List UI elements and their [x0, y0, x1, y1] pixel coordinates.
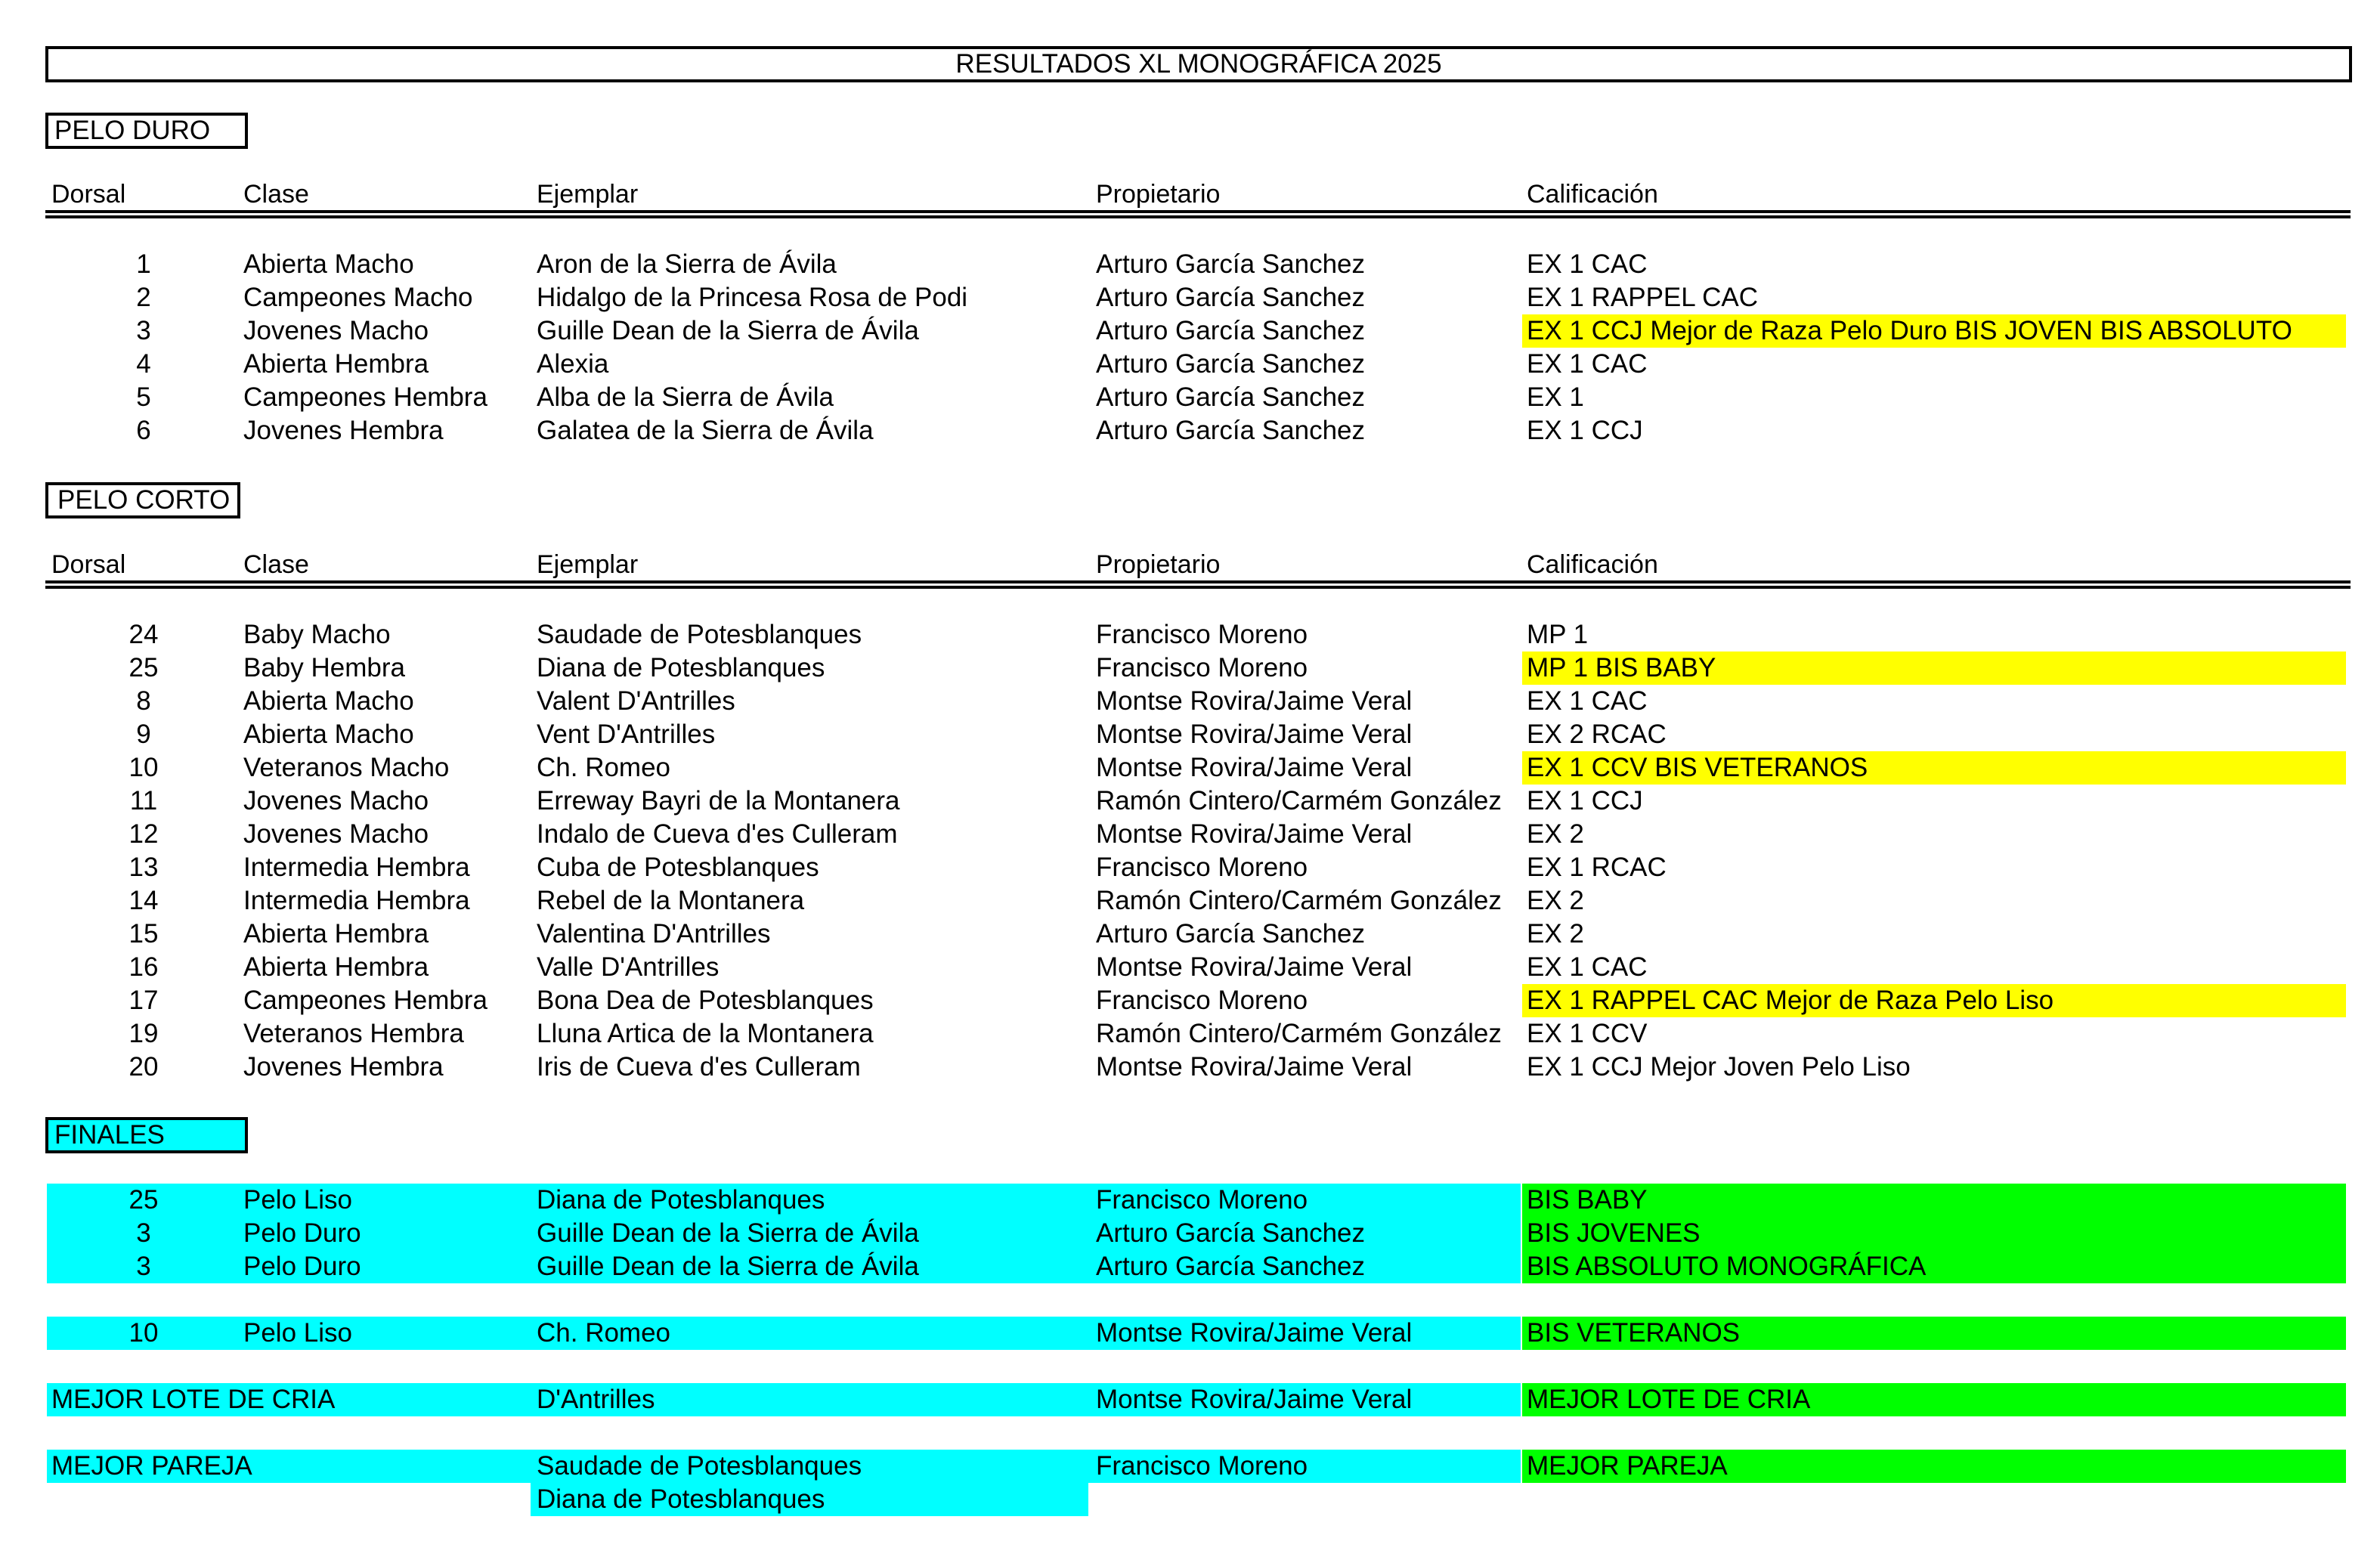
clase-cell: Jovenes Macho [243, 786, 429, 816]
dorsal-cell: 19 [128, 1019, 159, 1048]
calificacion-cell: EX 2 RCAC [1527, 720, 1667, 749]
calificacion-cell: EX 1 CAC [1527, 952, 1648, 982]
table-row [0, 818, 2380, 851]
table-row [0, 248, 2380, 281]
calificacion-cell: BIS ABSOLUTO MONOGRÁFICA [1527, 1252, 1927, 1281]
dorsal-cell: 13 [128, 853, 159, 882]
clase-cell: Baby Hembra [243, 653, 405, 682]
clase-cell: Abierta Macho [243, 686, 414, 716]
mejor-pareja-row-2 [0, 1483, 2380, 1516]
clase-cell: Abierta Hembra [243, 919, 429, 949]
ejemplar-cell: Diana de Potesblanques [537, 1185, 825, 1215]
calificacion-cell: BIS JOVENES [1527, 1218, 1701, 1248]
calificacion-cell: MP 1 [1527, 620, 1589, 649]
ejemplar-cell: Vent D'Antrilles [537, 720, 716, 749]
calificacion-cell: BIS BABY [1527, 1185, 1648, 1215]
table-row [0, 1217, 2380, 1250]
mejor-lote-row [0, 1383, 2380, 1416]
dorsal-cell: 11 [129, 786, 158, 816]
calificacion-cell: EX 1 CCJ Mejor de Raza Pelo Duro BIS JOVEN BIS ABSOLUTO [1527, 316, 2292, 345]
dorsal-cell: 6 [136, 416, 151, 445]
propietario-cell: Arturo García Sanchez [1096, 416, 1365, 445]
table-row [0, 414, 2380, 447]
dorsal-cell: 5 [136, 382, 151, 412]
table-row [0, 984, 2380, 1017]
ejemplar-cell: Galatea de la Sierra de Ávila [537, 416, 874, 445]
table-row [0, 1017, 2380, 1051]
dorsal-cell: 15 [128, 919, 159, 949]
dorsal-cell: 8 [136, 686, 151, 716]
propietario-cell: Arturo García Sanchez [1096, 1252, 1365, 1281]
propietario-cell: Arturo García Sanchez [1096, 919, 1365, 949]
dorsal-cell: 20 [128, 1052, 159, 1082]
clase-cell: Campeones Hembra [243, 986, 487, 1015]
propietario-cell: Arturo García Sanchez [1096, 249, 1365, 279]
table-row [0, 314, 2380, 348]
mejor-pareja-label: MEJOR PAREJA [51, 1451, 252, 1481]
mejor-pareja-ejemplar: Saudade de Potesblanques [537, 1451, 862, 1481]
calificacion-cell: EX 2 [1527, 819, 1584, 849]
propietario-cell: Arturo García Sanchez [1096, 316, 1365, 345]
col-header-ejemplar: Ejemplar [537, 180, 639, 209]
col-header-clase: Clase [243, 550, 309, 579]
ejemplar-cell: Saudade de Potesblanques [537, 620, 862, 649]
clase-cell: Veteranos Macho [243, 753, 450, 782]
section-label-pelo-duro: PELO DURO [45, 113, 248, 149]
dorsal-cell: 1 [136, 249, 151, 279]
calificacion-cell: EX 1 CCV BIS VETERANOS [1527, 753, 1868, 782]
calificacion-cell: EX 2 [1527, 886, 1584, 915]
ejemplar-cell: Cuba de Potesblanques [537, 853, 819, 882]
clase-cell: Pelo Liso [243, 1185, 352, 1215]
propietario-cell: Montse Rovira/Jaime Veral [1096, 1052, 1413, 1082]
ejemplar-cell: Hidalgo de la Princesa Rosa de Podi [537, 283, 968, 312]
table-row [0, 685, 2380, 718]
propietario-cell: Arturo García Sanchez [1096, 349, 1365, 379]
mejor-lote-propietario: Montse Rovira/Jaime Veral [1096, 1385, 1413, 1414]
col-header-propietario: Propietario [1096, 550, 1221, 579]
mejor-pareja-calificacion: MEJOR PAREJA [1527, 1451, 1728, 1481]
ejemplar-cell: Alexia [537, 349, 609, 379]
dorsal-cell: 25 [128, 653, 159, 682]
clase-cell: Jovenes Hembra [243, 1052, 444, 1082]
mejor-lote-label: MEJOR LOTE DE CRIA [51, 1385, 336, 1414]
propietario-cell: Montse Rovira/Jaime Veral [1096, 686, 1413, 716]
table-row [0, 652, 2380, 685]
ejemplar-cell: Erreway Bayri de la Montanera [537, 786, 900, 816]
propietario-cell: Arturo García Sanchez [1096, 1218, 1365, 1248]
propietario-cell: Francisco Moreno [1096, 986, 1308, 1015]
ejemplar-cell: Valentina D'Antrilles [537, 919, 771, 949]
clase-cell: Baby Macho [243, 620, 391, 649]
ejemplar-cell: Iris de Cueva d'es Culleram [537, 1052, 861, 1082]
col-header-calificacion: Calificación [1527, 550, 1658, 579]
calificacion-cell: EX 1 RAPPEL CAC Mejor de Raza Pelo Liso [1527, 986, 2054, 1015]
calificacion-cell: EX 1 CAC [1527, 249, 1648, 279]
propietario-cell: Francisco Moreno [1096, 620, 1308, 649]
propietario-cell: Francisco Moreno [1096, 653, 1308, 682]
calificacion-cell: EX 1 RCAC [1527, 853, 1667, 882]
col-header-dorsal: Dorsal [51, 180, 126, 209]
ejemplar-cell: Rebel de la Montanera [537, 886, 805, 915]
clase-cell: Jovenes Hembra [243, 416, 444, 445]
dorsal-cell: 12 [128, 819, 159, 849]
clase-cell: Veteranos Hembra [243, 1019, 464, 1048]
clase-cell: Pelo Duro [243, 1218, 361, 1248]
ejemplar-cell: Diana de Potesblanques [537, 653, 825, 682]
calificacion-cell: EX 1 CAC [1527, 686, 1648, 716]
ejemplar-cell: Ch. Romeo [537, 1318, 671, 1348]
section-label-finales: FINALES [45, 1117, 248, 1153]
ejemplar-cell: Indalo de Cueva d'es Culleram [537, 819, 898, 849]
dorsal-cell: 16 [128, 952, 159, 982]
calificacion-cell: EX 1 CCJ [1527, 786, 1643, 816]
col-header-dorsal: Dorsal [51, 550, 126, 579]
dorsal-cell: 3 [136, 1252, 151, 1281]
dorsal-cell: 24 [128, 620, 159, 649]
clase-cell: Pelo Liso [243, 1318, 352, 1348]
mejor-pareja-ejemplar-2: Diana de Potesblanques [537, 1484, 825, 1514]
table-row [0, 785, 2380, 818]
section-label-pelo-corto: PELO CORTO [45, 482, 240, 518]
clase-cell: Jovenes Macho [243, 819, 429, 849]
dorsal-cell: 2 [136, 283, 151, 312]
ejemplar-cell: Valent D'Antrilles [537, 686, 735, 716]
col-header-ejemplar: Ejemplar [537, 550, 639, 579]
calificacion-cell: EX 1 CAC [1527, 349, 1648, 379]
propietario-cell: Montse Rovira/Jaime Veral [1096, 819, 1413, 849]
dorsal-cell: 17 [128, 986, 159, 1015]
dorsal-cell: 4 [136, 349, 151, 379]
clase-cell: Intermedia Hembra [243, 853, 470, 882]
dorsal-cell: 9 [136, 720, 151, 749]
clase-cell: Campeones Hembra [243, 382, 487, 412]
mejor-pareja-row [0, 1450, 2380, 1483]
table-row [0, 348, 2380, 381]
dorsal-cell: 3 [136, 316, 151, 345]
ejemplar-cell: Lluna Artica de la Montanera [537, 1019, 874, 1048]
dorsal-cell: 25 [128, 1185, 159, 1215]
table-row [0, 1184, 2380, 1217]
propietario-cell: Montse Rovira/Jaime Veral [1096, 720, 1413, 749]
propietario-cell: Francisco Moreno [1096, 853, 1308, 882]
table-row [0, 851, 2380, 884]
propietario-cell: Montse Rovira/Jaime Veral [1096, 952, 1413, 982]
table-row [0, 884, 2380, 918]
clase-cell: Campeones Macho [243, 283, 473, 312]
col-header-propietario: Propietario [1096, 180, 1221, 209]
table-row [0, 381, 2380, 414]
ejemplar-cell: Valle D'Antrilles [537, 952, 720, 982]
propietario-cell: Montse Rovira/Jaime Veral [1096, 753, 1413, 782]
ejemplar-cell: Guille Dean de la Sierra de Ávila [537, 1252, 919, 1281]
clase-cell: Intermedia Hembra [243, 886, 470, 915]
mejor-pareja-propietario: Francisco Moreno [1096, 1451, 1308, 1481]
table-row [0, 1250, 2380, 1283]
header-divider [45, 210, 2351, 218]
ejemplar-cell: Guille Dean de la Sierra de Ávila [537, 316, 919, 345]
page-title: RESULTADOS XL MONOGRÁFICA 2025 [45, 46, 2352, 82]
calificacion-cell: EX 1 [1527, 382, 1584, 412]
mejor-lote-calificacion: MEJOR LOTE DE CRIA [1527, 1385, 1811, 1414]
dorsal-cell: 10 [128, 753, 159, 782]
header-divider [45, 580, 2351, 589]
dorsal-cell: 3 [136, 1218, 151, 1248]
clase-cell: Abierta Macho [243, 720, 414, 749]
propietario-cell: Ramón Cintero/Carmém González [1096, 786, 1502, 816]
ejemplar-cell: Bona Dea de Potesblanques [537, 986, 874, 1015]
calificacion-cell: EX 1 RAPPEL CAC [1527, 283, 1759, 312]
ejemplar-cell: Alba de la Sierra de Ávila [537, 382, 834, 412]
ejemplar-cell: Aron de la Sierra de Ávila [537, 249, 837, 279]
table-row [0, 751, 2380, 785]
propietario-cell: Montse Rovira/Jaime Veral [1096, 1318, 1413, 1348]
table-row [0, 951, 2380, 984]
mejor-lote-ejemplar: D'Antrilles [537, 1385, 655, 1414]
ejemplar-cell: Guille Dean de la Sierra de Ávila [537, 1218, 919, 1248]
ejemplar-cell: Ch. Romeo [537, 753, 671, 782]
dorsal-cell: 14 [128, 886, 159, 915]
propietario-cell: Ramón Cintero/Carmém González [1096, 1019, 1502, 1048]
table-row [0, 1317, 2380, 1350]
table-row [0, 718, 2380, 751]
clase-cell: Abierta Macho [243, 249, 414, 279]
dorsal-cell: 10 [128, 1318, 159, 1348]
clase-cell: Abierta Hembra [243, 952, 429, 982]
clase-cell: Jovenes Macho [243, 316, 429, 345]
clase-cell: Abierta Hembra [243, 349, 429, 379]
calificacion-cell: EX 1 CCJ [1527, 416, 1643, 445]
table-row [0, 1051, 2380, 1084]
calificacion-cell: MP 1 BIS BABY [1527, 653, 1716, 682]
calificacion-cell: EX 1 CCV [1527, 1019, 1648, 1048]
col-header-calificacion: Calificación [1527, 180, 1658, 209]
table-row [0, 618, 2380, 652]
calificacion-cell: EX 1 CCJ Mejor Joven Pelo Liso [1527, 1052, 1911, 1082]
propietario-cell: Arturo García Sanchez [1096, 283, 1365, 312]
table-row [0, 918, 2380, 951]
col-header-clase: Clase [243, 180, 309, 209]
propietario-cell: Ramón Cintero/Carmém González [1096, 886, 1502, 915]
calificacion-cell: EX 2 [1527, 919, 1584, 949]
table-row [0, 281, 2380, 314]
clase-cell: Pelo Duro [243, 1252, 361, 1281]
propietario-cell: Arturo García Sanchez [1096, 382, 1365, 412]
propietario-cell: Francisco Moreno [1096, 1185, 1308, 1215]
calificacion-cell: BIS VETERANOS [1527, 1318, 1741, 1348]
